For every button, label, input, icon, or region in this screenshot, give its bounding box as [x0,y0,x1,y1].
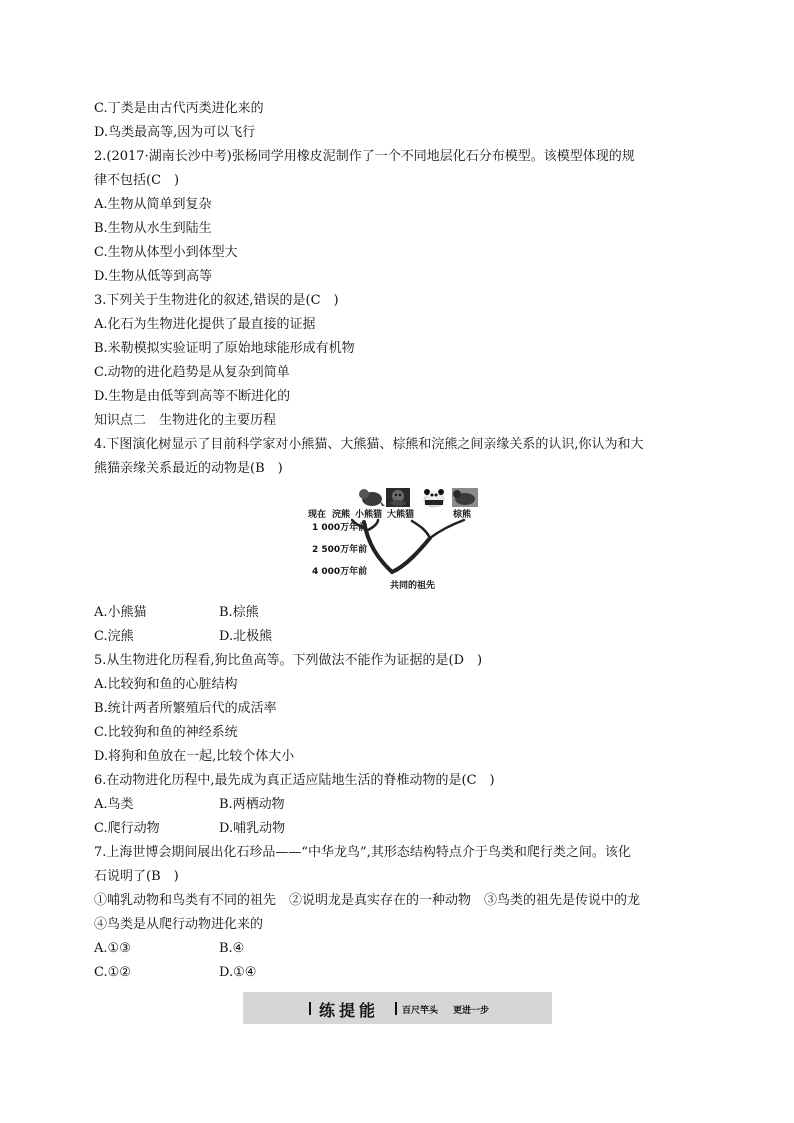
q3-option-d: D.生物是由低等到高等不断进化的 [94,389,291,404]
q3-option-c: C.动物的进化趋势是从复杂到简单 [94,365,290,380]
brown-bear-image [452,488,478,507]
tree-animal-red-panda: 小熊猫 [355,510,383,520]
footer-divider-right [395,1002,397,1015]
q6-option-a: A.鸟类 [94,797,134,812]
raccoon-image [359,488,385,507]
tree-time-2500: 2 500万年前 [312,545,368,555]
q6-option-c: C.爬行动物 [94,821,160,836]
q7-option-b: B.④ [219,941,245,956]
q6-stem: 6.在动物进化历程中,最先成为真正适应陆地生活的脊椎动物的是(C ) [94,773,495,788]
branch-giant-panda [412,521,430,538]
tree-branches [352,520,464,572]
tree-animal-raccoon: 浣熊 [332,510,351,520]
footer-title: 练提能 [319,1001,380,1020]
q2-option-c: C.生物从体型小到体型大 [94,245,238,260]
tree-time-4000: 4 000万年前 [312,567,368,577]
q5-option-b: B.统计两者所繁殖后代的成活率 [94,701,277,716]
tree-ancestor-label: 共同的祖先 [390,581,436,591]
q5-option-c: C.比较狗和鱼的神经系统 [94,725,238,740]
q1-option-d: D.鸟类最高等,因为可以飞行 [94,125,256,140]
tree-animal-giant-panda: 大熊猫 [387,510,415,520]
q7-option-c: C.①② [94,965,131,980]
q7-statements-line2: ④鸟类是从爬行动物进化来的 [94,917,264,932]
q4-option-b: B.棕熊 [219,605,259,620]
section-heading: 知识点二 生物进化的主要历程 [94,413,277,428]
q3-option-b: B.米勒模拟实验证明了原始地球能形成有机物 [94,341,355,356]
q2-stem-line2: 律不包括(C ) [94,173,180,188]
q1-option-c: C.丁类是由古代丙类进化来的 [94,101,264,116]
branch-red-panda [368,520,378,530]
q3-stem: 3.下列关于生物进化的叙述,错误的是(C ) [94,293,339,308]
footer-divider-left [309,1002,311,1015]
q7-stem-line2: 石说明了(B ) [94,869,179,884]
q5-option-d: D.将狗和鱼放在一起,比较个体大小 [94,749,295,764]
tree-now-label: 现在 [308,510,327,520]
footer-subtitle-1: 百尺竿头 [402,1006,439,1016]
q2-option-a: A.生物从简单到复杂 [94,197,212,212]
q2-stem-line1: 2.(2017·湖南长沙中考)张杨同学用橡皮泥制作了一个不同地层化石分布模型。该模型体现的规 [94,149,635,164]
q6-option-d: D.哺乳动物 [219,821,286,836]
q4-stem-line2: 熊猫亲缘关系最近的动物是(B ) [94,461,283,476]
tree-time-1000: 1 000万年前 [312,523,368,533]
red-panda-image [386,488,410,507]
q4-option-d: D.北极熊 [219,629,273,644]
q4-stem-line1: 4.下图演化树显示了目前科学家对小熊猫、大熊猫、棕熊和浣熊之间亲缘关系的认识,你认为和大 [94,437,644,452]
q2-option-b: B.生物从水生到陆生 [94,221,212,236]
q2-option-d: D.生物从低等到高等 [94,269,213,284]
giant-panda-image [422,488,446,507]
q4-option-a: A.小熊猫 [94,605,147,620]
q7-stem-line1: 7.上海世博会期间展出化石珍品——“中华龙鸟”,其形态结构特点介于鸟类和爬行类之间。该化 [94,845,631,860]
q3-option-a: A.化石为生物进化提供了最直接的证据 [94,317,316,332]
q4-option-c: C.浣熊 [94,629,134,644]
branch-brown-bear [430,520,464,538]
q6-option-b: B.两栖动物 [219,797,285,812]
q5-option-a: A.比较狗和鱼的心脏结构 [94,677,238,692]
q5-stem: 5.从生物进化历程看,狗比鱼高等。下列做法不能作为证据的是(D ) [94,653,483,668]
q7-statements-line1: ①哺乳动物和鸟类有不同的祖先 ②说明龙是真实存在的一种动物 ③鸟类的祖先是传说中的龙 [94,893,641,908]
q7-option-a: A.①③ [94,941,131,956]
q7-option-d: D.①④ [219,965,257,980]
footer-subtitle-2: 更进一步 [453,1006,490,1016]
branch-bears [392,538,430,572]
evolution-tree-diagram [308,484,486,592]
tree-animal-brown-bear: 棕熊 [453,510,472,520]
footer-banner [243,992,552,1024]
